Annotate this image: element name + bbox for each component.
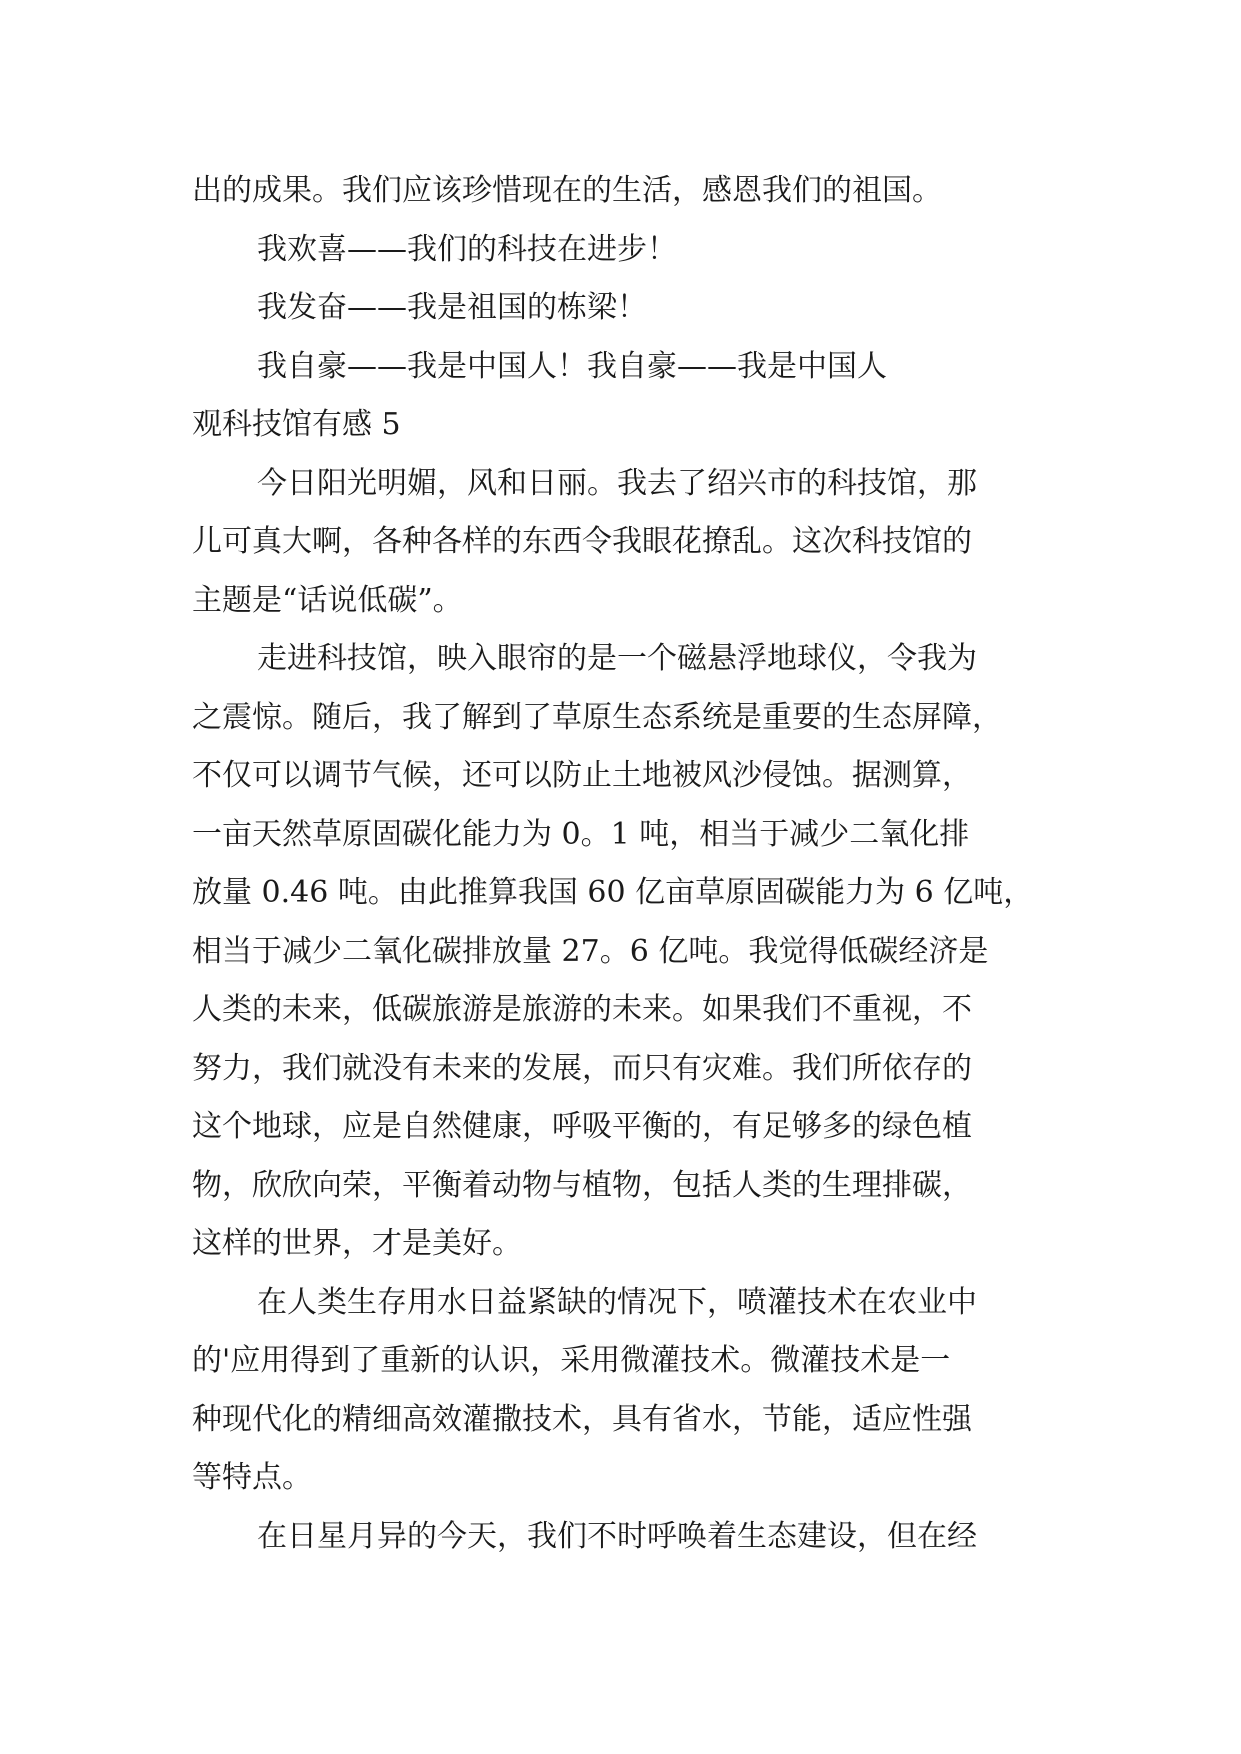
text-line: 我自豪——我是中国人！我自豪——我是中国人 <box>257 348 887 384</box>
text-line: 人类的未来，低碳旅游是旅游的未来。如果我们不重视，不 <box>192 992 972 1027</box>
text-line: 我欢喜——我们的科技在进步！ <box>257 231 677 267</box>
text-line: 等特点。 <box>192 1460 312 1495</box>
text-line: 我发奋——我是祖国的栋梁！ <box>257 290 647 325</box>
text-line: 在人类生存用水日益紧缺的情况下，喷灌技术在农业中 <box>257 1284 977 1320</box>
text-line: 在日星月异的今天，我们不时呼唤着生态建设，但在经 <box>257 1518 977 1554</box>
text-line: 相当于减少二氧化碳排放量 27。6 亿吨。我觉得低碳经济是 <box>192 933 989 969</box>
text-line: 种现代化的精细高效灌撒技术，具有省水，节能，适应性强 <box>192 1401 972 1437</box>
text-line: 一亩天然草原固碳化能力为 0。1 吨，相当于减少二氧化排 <box>192 816 970 852</box>
text-line: 努力，我们就没有未来的发展，而只有灾难。我们所依存的 <box>192 1050 972 1086</box>
text-line: 这个地球，应是自然健康，呼吸平衡的，有足够多的绿色植 <box>192 1109 972 1144</box>
text-line: 之震惊。随后，我了解到了草原生态系统是重要的生态屏障， <box>192 699 1002 735</box>
body-text <box>192 162 1052 1566</box>
text-line: 今日阳光明媚，风和日丽。我去了绍兴市的科技馆，那 <box>257 465 977 501</box>
text-line: 放量 0.46 吨。由此推算我国 60 亿亩草原固碳能力为 6 亿吨， <box>192 875 1034 910</box>
text-line: 这样的世界，才是美好。 <box>192 1226 522 1261</box>
text-line: 出的成果。我们应该珍惜现在的生活，感恩我们的祖国。 <box>192 173 942 208</box>
text-line: 走进科技馆，映入眼帘的是一个磁悬浮地球仪，令我为 <box>257 641 977 676</box>
text-line: 主题是“话说低碳”。 <box>192 582 463 618</box>
text-line: 儿可真大啊，各种各样的东西令我眼花撩乱。这次科技馆的 <box>192 524 972 559</box>
text-line: 不仅可以调节气候，还可以防止土地被风沙侵蚀。据测算， <box>192 758 972 793</box>
section-title: 观科技馆有感 5 <box>192 407 401 442</box>
text-line: 的'应用得到了重新的认识，采用微灌技术。微灌技术是一 <box>192 1343 951 1378</box>
text-line: 物，欣欣向荣，平衡着动物与植物，包括人类的生理排碳， <box>192 1167 972 1203</box>
